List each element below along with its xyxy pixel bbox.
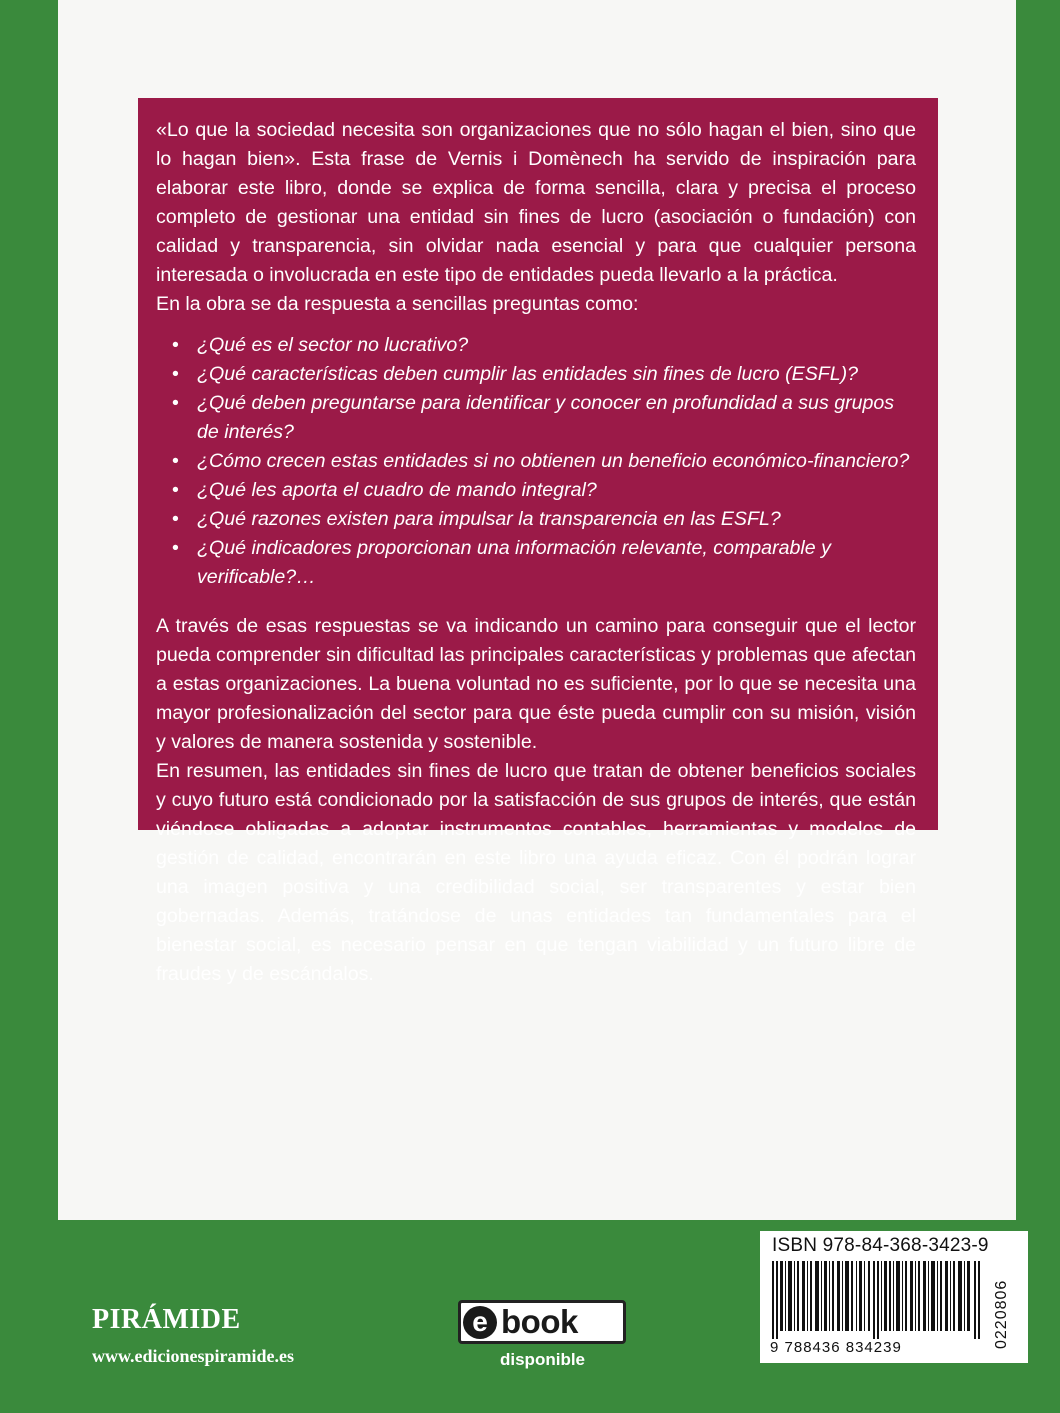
question-item: • ¿Qué indicadores proporcionan una información relevante, comparable y verificable?… [184, 534, 916, 592]
publisher-logo: PIRÁMIDE [92, 1304, 241, 1335]
barcode-label [760, 1231, 1028, 1363]
barcode-icon [772, 1261, 982, 1339]
side-code: 0220806 [993, 1279, 1010, 1349]
question-item: • ¿Cómo crecen estas entidades si no obtienen un beneficio económico-financiero? [184, 447, 916, 476]
ebook-word: book [501, 1303, 578, 1340]
ebook-logo [458, 1300, 626, 1344]
blurb-box [138, 98, 938, 985]
ebook-availability: disponible [500, 1350, 585, 1369]
blurb-paragraph-2: A través de esas respuestas se va indicando un camino para conseguir que el lector pueda comprender sin dificultad las principales características y problemas que afectan a estas organizaciones. La buena voluntad no es suficiente, por lo que se necesita una mayor profesionalización del sector para que éste pueda cumplir con su misión, visión y valores de manera sostenida y sostenible. [156, 615, 916, 753]
barcode-digits: 9 788436 834239 [770, 1339, 902, 1356]
question-item: • ¿Qué razones existen para impulsar la transparencia en las ESFL? [184, 505, 916, 534]
blurb-intro: «Lo que la sociedad necesita son organizaciones que no sólo hagan el bien, sino que lo hagan bien». Esta frase de Vernis i Domènech ha servido de inspiración para elaborar este libro, donde se explica de forma sencilla, clara y precisa el proceso completo de gestionar una entidad sin fines de lucro (asociación o fundación) con calidad y transparencia, sin olvidar nada esencial y para que cualquier persona interesada o involucrada en este tipo de entidades pueda llevarlo a la práctica. [156, 119, 916, 286]
question-item: • ¿Qué les aporta el cuadro de mando integral? [184, 476, 916, 505]
question-item: • ¿Qué características deben cumplir las entidades sin fines de lucro (ESFL)? [184, 360, 916, 389]
question-item: • ¿Qué es el sector no lucrativo? [184, 331, 916, 360]
questions-list [184, 331, 916, 592]
blurb-paragraph-3: En resumen, las entidades sin fines de lucro que tratan de obtener beneficios sociales y cuyo futuro está condicionado por la satisfacción de sus grupos de interés, que están viéndose obligadas a adoptar instrumentos contables, herramientas y modelos de gestión de calidad, encontrarán en este libro una ayuda eficaz. Con él podrán lograr una imagen positiva y una credibilidad social, ser transparentes y estar bien gobernadas. Además, tratándose de unas entidades tan fundamentales para el bienestar social, es necesario pensar en que tengan viabilidad y un futuro libre de fraudes y de escándalos. [156, 760, 916, 985]
isbn-number: ISBN 978-84-368-3423-9 [772, 1235, 989, 1256]
publisher-website[interactable]: www.edicionespiramide.es [92, 1346, 294, 1366]
question-item: • ¿Qué deben preguntarse para identificar y conocer en profundidad a sus grupos de interés? [184, 389, 916, 447]
questions-lead: En la obra se da respuesta a sencillas preguntas como: [156, 293, 639, 315]
ebook-e-icon: e [463, 1306, 497, 1339]
